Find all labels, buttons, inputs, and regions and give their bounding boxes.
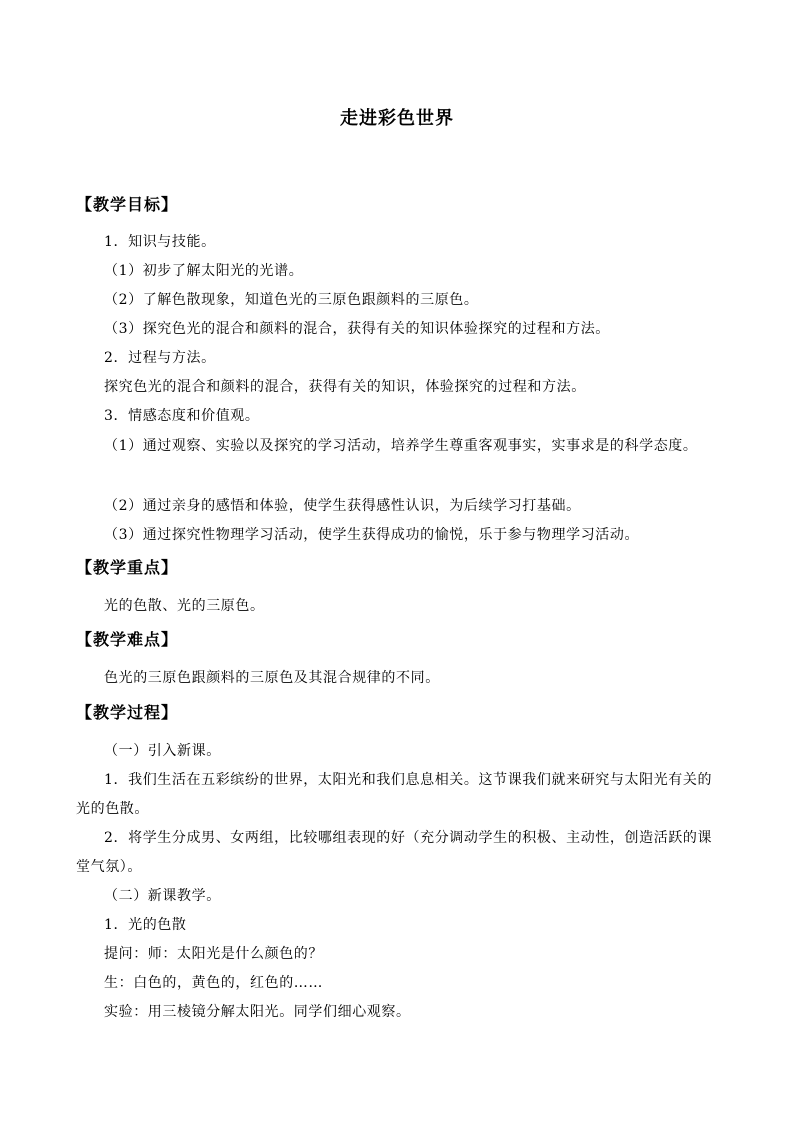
- goal-line: （1）初步了解太阳光的光谱。: [104, 263, 304, 279]
- process-paragraph: 1．我们生活在五彩缤纷的世界，太阳光和我们息息相关。这节课我们就来研究与太阳光有关的光的色散。: [76, 772, 713, 817]
- goal-line: （2）通过亲身的感悟和体验，使学生获得感性认识，为后续学习打基础。: [104, 498, 581, 514]
- goal-line: 探究色光的混合和颜料的混合，获得有关的知识，体验探究的过程和方法。: [104, 379, 586, 395]
- process-line: 提问：师：太阳光是什么颜色的？: [104, 946, 323, 962]
- goal-line: （3）探究色光的混合和颜料的混合，获得有关的知识体验探究的过程和方法。: [104, 321, 610, 337]
- document-title: 走进彩色世界: [340, 108, 454, 129]
- goal-line: 1．知识与技能。: [104, 234, 216, 250]
- process-line: 实验：用三棱镜分解太阳光。同学们细心观察。: [104, 1004, 411, 1020]
- section-heading-process: 【教学过程】: [76, 703, 179, 722]
- goal-paragraph: （1）通过观察、实验以及探究的学习活动，培养学生尊重客观事实，实事求是的科学态度。: [104, 438, 698, 454]
- process-paragraph: 2．将学生分成男、女两组，比较哪组表现的好（充分调动学生的积极、主动性，创造活跃的课堂气氛）。: [76, 830, 713, 875]
- goal-line: （2）了解色散现象，知道色光的三原色跟颜料的三原色。: [104, 292, 479, 308]
- section-heading-goals: 【教学目标】: [76, 195, 179, 214]
- process-line: （二）新课教学。: [104, 888, 221, 904]
- process-line: 1．光的色散: [104, 917, 187, 933]
- process-line: （一）引入新课。: [104, 743, 221, 759]
- key-points-text: 光的色散、光的三原色。: [104, 598, 265, 614]
- section-heading-key-points: 【教学重点】: [76, 558, 179, 577]
- goal-line: 2．过程与方法。: [104, 350, 216, 366]
- goal-line: 3．情感态度和价值观。: [104, 408, 260, 424]
- difficulties-text: 色光的三原色跟颜料的三原色及其混合规律的不同。: [104, 670, 440, 686]
- process-line: 生：白色的，黄色的，红色的……: [104, 975, 323, 991]
- goal-line: （3）通过探究性物理学习活动，使学生获得成功的愉悦，乐于参与物理学习活动。: [104, 527, 640, 543]
- section-heading-difficulties: 【教学难点】: [76, 630, 179, 649]
